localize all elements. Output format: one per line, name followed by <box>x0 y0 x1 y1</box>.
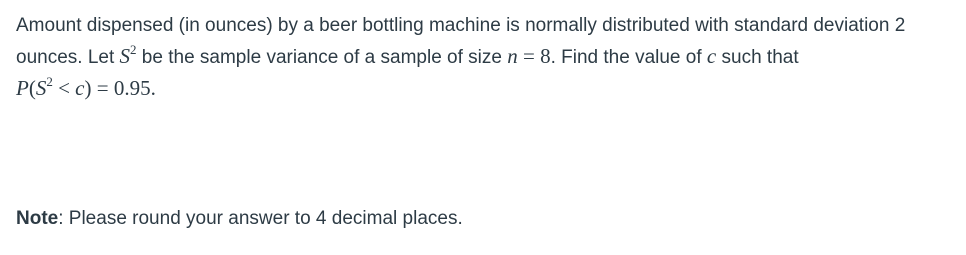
math-n-equals: = 8 <box>517 44 551 68</box>
question-line-2 <box>16 41 956 73</box>
math-symbol-s: S <box>119 44 131 68</box>
question-line-3 <box>16 73 956 105</box>
math-sample-size <box>507 44 550 68</box>
question-line-2-end: such that <box>716 47 799 68</box>
math-prob-superscript-2: 2 <box>46 74 53 89</box>
note-label: Note <box>16 208 59 229</box>
math-close-equals: ) = 0.95 <box>84 76 151 100</box>
math-sample-variance <box>120 44 137 68</box>
math-constant-c <box>707 44 716 68</box>
question-line-2-pre: ounces. Let <box>16 47 120 68</box>
math-symbol-n: n <box>507 44 518 68</box>
question-line-1 <box>16 10 956 41</box>
math-period: . <box>150 76 156 100</box>
note-text <box>16 205 463 233</box>
question-line-2-mid: be the sample variance of a sample of size <box>136 47 508 68</box>
math-prob-symbol-s: S <box>35 76 47 100</box>
math-probability-expression <box>16 76 156 100</box>
math-prob-symbol-c: c <box>75 76 85 100</box>
math-open-paren: ( <box>28 76 36 100</box>
question-text <box>16 10 956 105</box>
question-line-1-text: Amount dispensed (in ounces) by a beer bottling machine is normally distributed with standard deviation 2 <box>16 15 906 36</box>
math-symbol-c: c <box>706 44 717 68</box>
math-symbol-p: P <box>16 76 29 100</box>
math-superscript-2: 2 <box>130 42 137 57</box>
note-body: : Please round your answer to 4 decimal places. <box>58 208 463 229</box>
math-less-than: < <box>52 76 76 100</box>
question-line-2-post: . Find the value of <box>550 47 707 68</box>
